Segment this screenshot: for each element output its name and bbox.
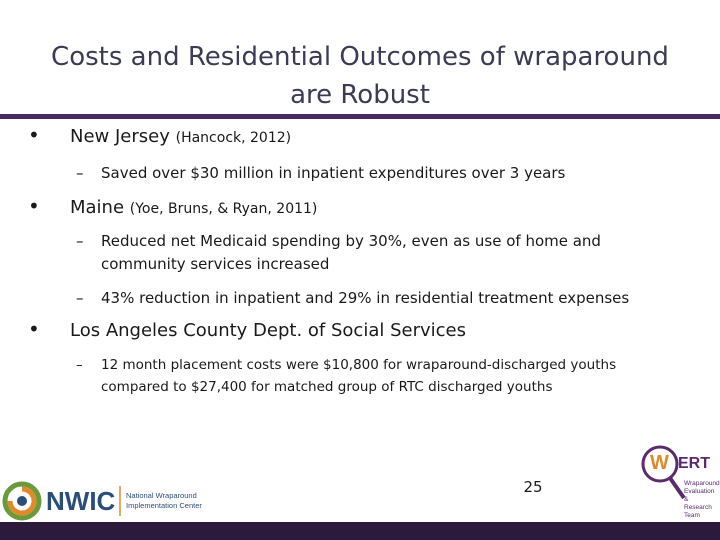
nwic-wordmark: NWIC	[46, 486, 116, 516]
page-number: 25	[523, 478, 543, 496]
wert-wordmark: ERT	[678, 455, 710, 472]
wert-logo	[640, 440, 720, 530]
sub-bullet-text: 12 month placement costs were $10,800 for wraparound-discharged youths compared to $27,400 for matched group of RTC discharged youths	[101, 357, 617, 395]
nwic-subtitle-2: Implementation Center	[126, 501, 202, 510]
sub-bullet-text: Reduced net Medicaid spending by 30%, even as use of home and community services increased	[101, 232, 601, 273]
bullet-icon: •	[28, 317, 40, 341]
nwic-subtitle-1: National Wraparound	[126, 491, 197, 500]
dash-icon: –	[76, 357, 83, 373]
bullet-label: New Jersey	[70, 126, 170, 147]
sub-bullet-text: 43% reduction in inpatient and 29% in residential treatment expenses	[101, 289, 630, 307]
bullet-icon: •	[28, 123, 40, 147]
bullet-label: Maine	[70, 197, 125, 218]
title-line-2: are Robust	[290, 80, 430, 110]
wert-subtitle: Wraparound Evaluation & Research Team	[684, 480, 720, 519]
bullet-icon: •	[28, 194, 40, 218]
title-line-1: Costs and Residential Outcomes of wraparound	[51, 42, 669, 72]
dash-icon: –	[76, 164, 84, 182]
wert-letter-w: W	[650, 452, 669, 474]
title-divider	[0, 114, 720, 119]
bullet-citation: (Yoe, Bruns, & Ryan, 2011)	[129, 201, 318, 217]
bullet-citation: (Hancock, 2012)	[175, 130, 292, 146]
bullet-label: Los Angeles County Dept. of Social Services	[70, 320, 466, 341]
dash-icon: –	[76, 289, 84, 307]
dash-icon: –	[76, 232, 84, 250]
footer-bar	[0, 522, 720, 540]
nwic-logo	[2, 480, 212, 522]
slide-title	[20, 38, 700, 114]
sub-bullet-text: Saved over $30 million in inpatient expenditures over 3 years	[101, 164, 566, 182]
